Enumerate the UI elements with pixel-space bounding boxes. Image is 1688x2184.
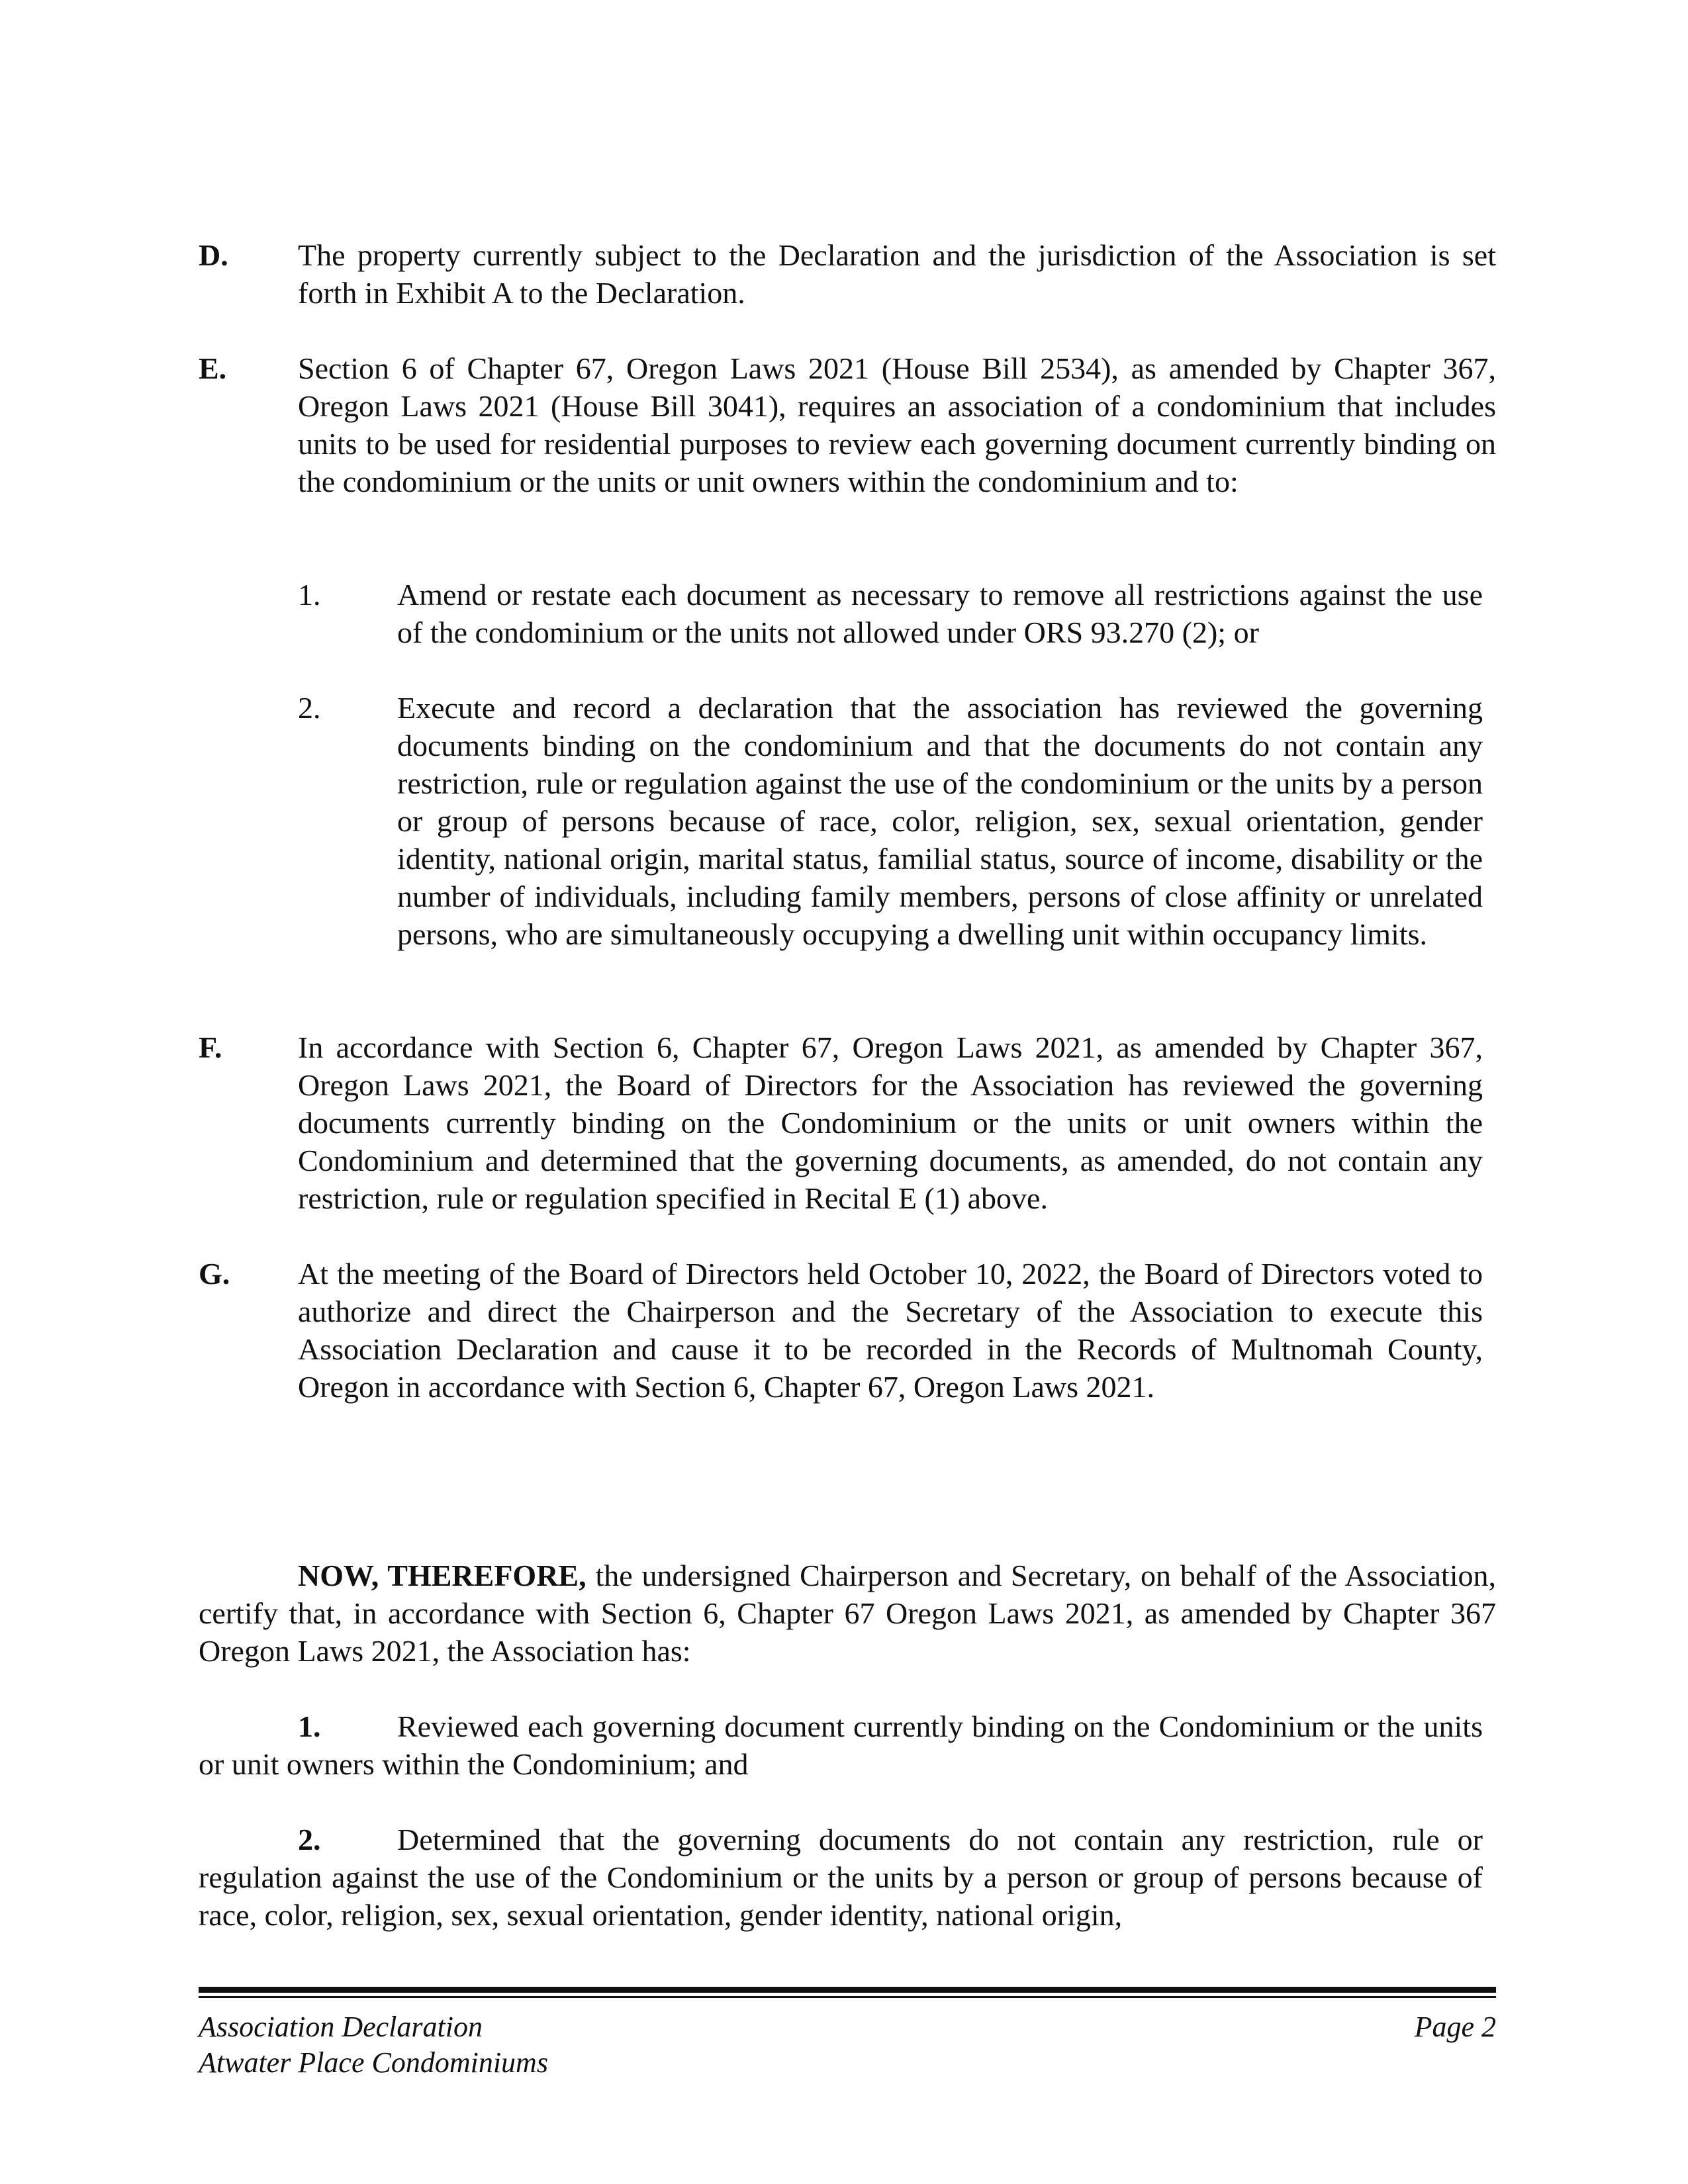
recital-e-label: E. [199, 351, 227, 385]
now-therefore-lead: NOW, THEREFORE, [298, 1559, 586, 1592]
recital-g-text: At the meeting of the Board of Directors held October 10, 2022, the Board of Directors voted to authorize and direct the Chairperson and the Secretary of the Association to execute this Association Declaration and cause it to be recorded in the Records of Multnomah County, Oregon in accordance with Section 6, Chapter 67, Oregon Laws 2021. [298, 1257, 1483, 1404]
footer-rule-thick [199, 1987, 1496, 1993]
recital-e-item-2-label: 2. [298, 691, 321, 725]
finding-1-paragraph [199, 1707, 1483, 1783]
recital-g-label: G. [199, 1257, 230, 1291]
finding-2-text: Determined that the governing documents do not contain any restriction, rule or regulation against the use of the Condominium or the units by a person or group of persons because of race, color, religion, sex, sexual orientation, gender identity, national origin, [199, 1823, 1483, 1932]
finding-1-text: Reviewed each governing document currently binding on the Condominium or the units or unit owners within the Condominium; and [199, 1709, 1483, 1781]
recital-e-text: Section 6 of Chapter 67, Oregon Laws 2021 (House Bill 2534), as amended by Chapter 367, Oregon Laws 2021 (House Bill 3041), requires an association of a condominium that includes units to be used for residential purposes to review each governing document currently binding on the condominium or the units or unit owners within the condominium and to: [298, 351, 1496, 498]
recital-d-label: D. [199, 238, 228, 272]
now-therefore-text: the undersigned Chairperson and Secretary, on behalf of the Association, certify that, in accordance with Section 6, Chapter 67 Oregon Laws 2021, as amended by Chapter 367 Oregon Laws 2021, the Association has: [199, 1559, 1496, 1668]
footer-document-title: Association Declaration [199, 2011, 483, 2043]
finding-2-paragraph [199, 1821, 1483, 1934]
footer-rule-thin [199, 1996, 1496, 1998]
finding-2-label: 2. [298, 1823, 321, 1856]
now-therefore-paragraph [199, 1557, 1496, 1670]
recital-e-item-1-label: 1. [298, 578, 321, 612]
finding-1-label: 1. [298, 1709, 321, 1743]
recital-f-text: In accordance with Section 6, Chapter 67, Oregon Laws 2021, as amended by Chapter 367, Oregon Laws 2021, the Board of Directors for the Association has reviewed the governing documents currently binding on the Condominium or the units or unit owners within the Condominium and determined that the governing documents, as amended, do not contain any restriction, rule or regulation specified in Recital E (1) above. [298, 1030, 1483, 1215]
recital-e-item-1-text: Amend or restate each document as necessary to remove all restrictions against the use of the condominium or the units not allowed under ORS 93.270 (2); or [397, 578, 1483, 649]
recital-f-label: F. [199, 1030, 222, 1064]
footer-property-name: Atwater Place Condominiums [199, 2046, 548, 2079]
footer-page-number: Page 2 [1414, 2011, 1496, 2043]
recital-e-item-2-text: Execute and record a declaration that the association has reviewed the governing documents binding on the condominium and that the documents do not contain any restriction, rule or regulation against the use of the condominium or the units by a person or group of persons because of race, color, religion, sex, sexual orientation, gender identity, national origin, marital status, familial status, source of income, disability or the number of individuals, including family members, persons of close affinity or unrelated persons, who are simultaneously occupying a dwelling unit within occupancy limits. [397, 691, 1483, 951]
recital-d-text: The property currently subject to the Declaration and the jurisdiction of the Association is set forth in Exhibit A to the Declaration. [298, 238, 1496, 310]
